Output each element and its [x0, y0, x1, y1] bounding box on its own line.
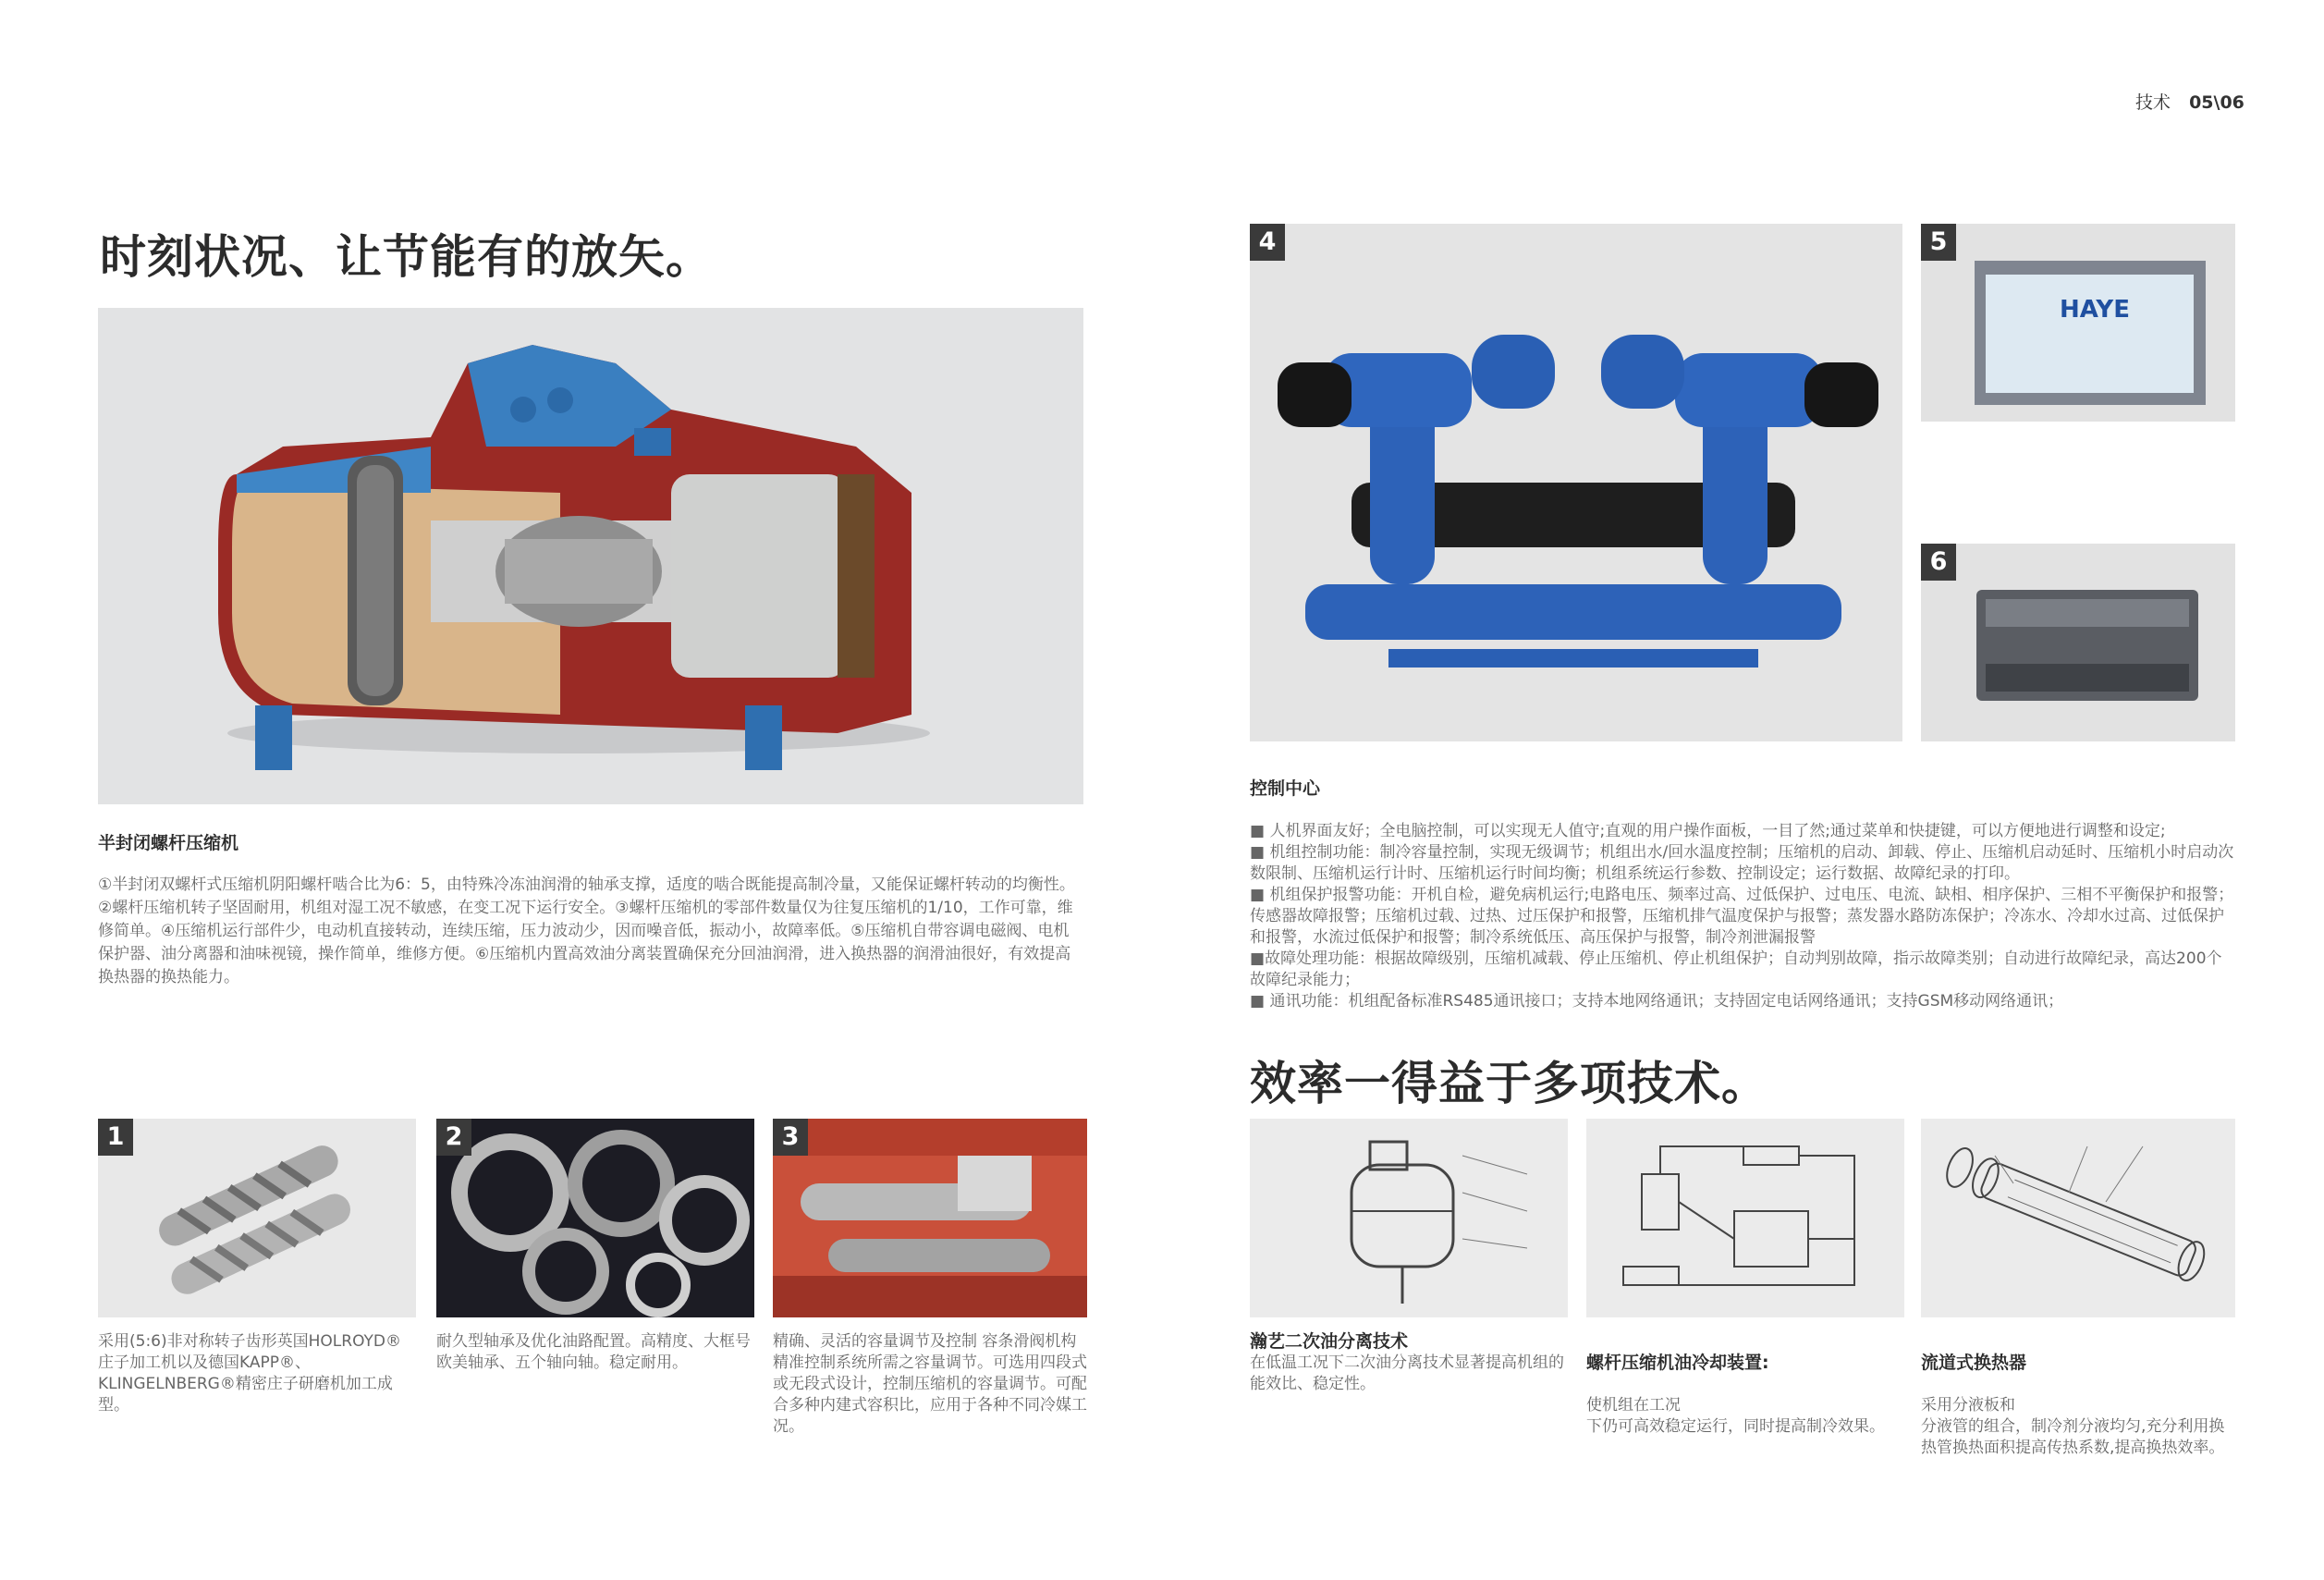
compressor-description: ①半封闭双螺杆式压缩机阴阳螺杆啮合比为6：5，由特殊冷冻油润滑的轴承支撑，适度的啮合既能提高制冷量，又能保证螺杆转动的均衡性。②螺杆压缩机转子坚固耐用，机组对湿工况不敏感，在变工况下运行安全。③螺杆压缩机的零部件数量仅为往复压缩机的1/10，工作可靠，维修简单。④压缩机运行部件少，电动机直接转动，连续压缩，压力波动少，因而噪音低，振动小，故障率低。⑤压缩机自带容调电磁阀、电机保护器、油分离器和油味视镜，操作简单，维修方便。⑥压缩机内置高效油分离装置确保充分回油润滑，进入换热器的润滑油很好，有效提高换热器的换热能力。 [98, 876, 1075, 986]
card-number-3: 3 [773, 1119, 808, 1156]
control-center-heading: 控制中心 [1250, 778, 1321, 799]
control-feature-item: ■ 机组保护报警功能：开机自检，避免病机运行;电路电压、频率过高、过低保护、过电压、电流、缺相、相序保护、三相不平衡保护和报警；传感器故障报警；压缩机过载、过热、过压保护和报警，压缩机排气温度保护与报警；蒸发器水路防冻保护；冷冻水、冷却水过高、过低保护和报警，水流过低保护和报警；制冷系统低压、高压保护与报警，制冷剂泄漏报警 [1250, 886, 2234, 947]
card-number-1: 1 [98, 1119, 133, 1156]
control-feature-item: ■ 通讯功能：机组配备标准RS485通讯接口；支持本地网络通讯；支持固定电话网络通讯；支持GSM移动网络通讯； [1250, 992, 2064, 1010]
card-number-2: 2 [436, 1119, 471, 1156]
section-label: 技术 [2135, 92, 2171, 113]
chiller-unit-photo [1250, 224, 1902, 741]
photo-number-5: 5 [1921, 224, 1956, 261]
rotor-photo [98, 1119, 416, 1317]
control-feature-item: ■ 机组控制功能：制冷容量控制，实现无级调节；机组出水/回水温度控制；压缩机的启动、卸载、停止、压缩机启动延时、压缩机小时启动次数限制、压缩机运行计时、压缩机运行时间均衡；机组系统运行参数、控制设定；运行数据、故障纪录的打印。 [1250, 843, 2234, 883]
photo-number-6: 6 [1921, 544, 1956, 581]
plc-module-photo [1921, 544, 2235, 741]
rotor-caption: 采用(5:6)非对称转子齿形英国HOLROYD®庄子加工机以及德国KAPP®、KLINGELNBERG®精密庄子研磨机加工成型。 [98, 1332, 401, 1415]
heat-exchanger-diagram [1921, 1119, 2235, 1317]
heat-exchanger-text: 采用分液板和 分液管的组合，制冷剂分液均匀,充分利用换热管换热面积提高传热系数,提高换热效率。 [1921, 1396, 2225, 1457]
oil-cooling-text: 使机组在工况 下仍可高效稳定运行，同时提高制冷效果。 [1586, 1396, 1885, 1436]
control-feature-item: ■ 人机界面友好；全电脑控制，可以实现无人值守;直观的用户操作面板，一目了然;通过菜单和快捷键，可以方便地进行调整和设定; [1250, 822, 2166, 840]
oil-cooling-caption [1586, 1331, 1904, 1459]
control-feature-list [1250, 821, 2235, 1012]
bearings-photo [436, 1119, 754, 1317]
hmi-panel-photo [1921, 224, 2235, 422]
compressor-heading: 半封闭螺杆压缩机 [98, 833, 239, 853]
bearings-caption: 耐久型轴承及优化油路配置。高精度、大框号欧美轴承、五个轴向轴。稳定耐用。 [436, 1332, 751, 1372]
oil-separator-text: 在低温工况下二次油分离技术显著提高机组的能效比、稳定性。 [1250, 1353, 1564, 1393]
oil-separator-diagram [1250, 1119, 1568, 1317]
compressor-cutaway-image [98, 308, 1083, 804]
heat-exchanger-title: 流道式换热器 [1921, 1353, 2027, 1373]
left-title: 时刻状况、让节能有的放矢。 [100, 230, 713, 284]
page-header [2135, 89, 2244, 114]
oil-separator-caption [1250, 1331, 1568, 1395]
hmi-brand-label: HAYE [2060, 296, 2130, 324]
oil-separator-title: 瀚艺二次油分离技术 [1250, 1331, 1409, 1352]
control-feature-item: ■故障处理功能：根据故障级别，压缩机减载、停止压缩机、停止机组保护；自动判别故障，指示故障类别；自动进行故障纪录，高达200个故障纪录能力； [1250, 949, 2222, 989]
heat-exchanger-caption [1921, 1331, 2235, 1480]
oil-cooling-diagram [1586, 1119, 1904, 1317]
slide-valve-photo [773, 1119, 1087, 1317]
slide-valve-caption: 精确、灵活的容量调节及控制 容条滑阀机构精准控制系统所需之容量调节。可选用四段式或无段式设计，控制压缩机的容量调节。可配合多种内建式容积比，应用于各种不同冷媒工况。 [773, 1332, 1087, 1436]
photo-number-4: 4 [1250, 224, 1285, 261]
page-number: 05\06 [2189, 92, 2244, 113]
efficiency-title: 效率一得益于多项技术。 [1250, 1057, 1768, 1110]
oil-cooling-title: 螺杆压缩机油冷却装置: [1586, 1353, 1769, 1373]
